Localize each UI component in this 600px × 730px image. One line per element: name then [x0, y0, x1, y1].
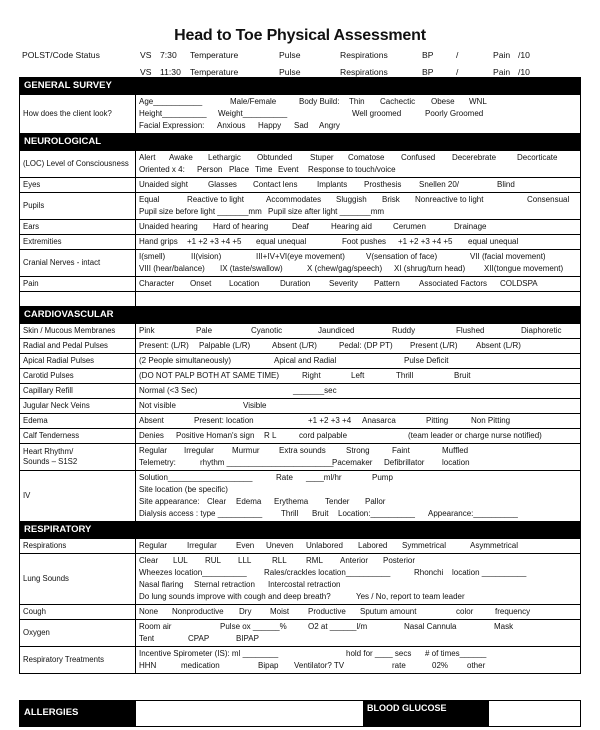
- option-text[interactable]: XII(tongue movement): [484, 264, 564, 273]
- section-respiratory: RESPIRATORY: [20, 522, 581, 539]
- option-text[interactable]: Deaf: [292, 222, 309, 231]
- option-text[interactable]: Absent (L/R): [272, 341, 317, 350]
- row-label: Skin / Mucous Membranes: [20, 324, 136, 339]
- pulse-label[interactable]: Pulse: [279, 67, 301, 77]
- option-text[interactable]: Appearance:__________: [428, 509, 518, 518]
- option-text[interactable]: Decorticate: [517, 153, 558, 162]
- section-general-survey: GENERAL SURVEY: [20, 78, 581, 95]
- option-text[interactable]: Hearing aid: [331, 222, 372, 231]
- option-text[interactable]: Alert: [139, 153, 156, 162]
- option-text[interactable]: Irregular: [184, 446, 214, 455]
- option-text[interactable]: Wheezes location__________: [139, 568, 247, 577]
- option-text[interactable]: Apical and Radial: [274, 356, 337, 365]
- option-text[interactable]: Pattern: [374, 279, 400, 288]
- row-label: Radial and Pedal Pulses: [20, 339, 136, 354]
- option-text[interactable]: Mask: [494, 622, 514, 631]
- capillary-options[interactable]: [136, 384, 581, 399]
- option-text[interactable]: Sluggish: [336, 195, 367, 204]
- option-text[interactable]: Muffled: [442, 446, 469, 455]
- option-text[interactable]: Blind: [497, 180, 515, 189]
- option-text[interactable]: VIII (hear/balance): [139, 264, 205, 273]
- option-text[interactable]: equal unequal: [468, 237, 519, 246]
- option-text[interactable]: None: [139, 607, 159, 616]
- option-text[interactable]: Pacemaker: [332, 458, 373, 467]
- option-text[interactable]: Time: [255, 165, 273, 174]
- option-text[interactable]: Accommodates: [266, 195, 322, 204]
- option-text[interactable]: Nonproductive: [172, 607, 224, 616]
- option-text[interactable]: Anterior: [340, 556, 369, 565]
- option-text[interactable]: Incentive Spirometer (IS): ml ________: [139, 649, 279, 658]
- option-text[interactable]: Defibrillator: [384, 458, 425, 467]
- option-text[interactable]: Left: [351, 371, 365, 380]
- option-text[interactable]: Clear: [207, 497, 227, 506]
- row-label: Cranial Nerves - intact: [20, 250, 136, 277]
- option-text[interactable]: color: [456, 607, 474, 616]
- option-text[interactable]: Solution___________________: [139, 473, 253, 482]
- option-text[interactable]: Strong: [346, 446, 370, 455]
- cough-options[interactable]: [136, 605, 581, 620]
- radial-options[interactable]: [136, 339, 581, 354]
- option-text[interactable]: Unaided sight: [139, 180, 188, 189]
- option-text[interactable]: RML: [306, 556, 323, 565]
- option-text[interactable]: Glasses: [208, 180, 237, 189]
- row-label: Respirations: [20, 539, 136, 554]
- option-text[interactable]: Extra sounds: [279, 446, 326, 455]
- option-text[interactable]: Consensual: [527, 195, 570, 204]
- option-text[interactable]: Snellen 20/: [419, 180, 460, 189]
- option-text[interactable]: Pupil size before light _______mm: [139, 207, 262, 216]
- option-text[interactable]: Contact lens: [253, 180, 298, 189]
- option-text[interactable]: # of times______: [425, 649, 487, 658]
- option-text[interactable]: Pulse ox ______%: [220, 622, 287, 631]
- option-text[interactable]: Hand grips: [139, 237, 178, 246]
- option-text[interactable]: BIPAP: [236, 634, 259, 643]
- option-text[interactable]: Obese: [431, 97, 455, 106]
- form-title: Head to Toe Physical Assessment: [174, 27, 426, 44]
- carotid-options[interactable]: [136, 369, 581, 384]
- option-text[interactable]: Male/Female: [230, 97, 277, 106]
- row-label: Lung Sounds: [20, 554, 136, 605]
- option-text[interactable]: Well groomed: [352, 109, 402, 118]
- option-text[interactable]: location __________: [452, 568, 527, 577]
- option-text[interactable]: rhythm ________________________: [200, 458, 334, 467]
- option-text[interactable]: Stuper: [310, 153, 334, 162]
- option-text[interactable]: Anxious: [217, 121, 246, 130]
- eyes-options[interactable]: [136, 178, 581, 193]
- option-text[interactable]: Site appearance:: [139, 497, 200, 506]
- option-text[interactable]: Ruddy: [392, 326, 416, 335]
- temperature-label[interactable]: Temperature: [190, 50, 239, 60]
- jugular-options[interactable]: [136, 399, 581, 414]
- oxygen-options[interactable]: [136, 620, 581, 647]
- section-cardiovascular: CARDIOVASCULAR: [20, 307, 581, 324]
- option-text[interactable]: RUL: [205, 556, 222, 565]
- option-text[interactable]: Age___________: [139, 97, 203, 106]
- option-text[interactable]: Thrill: [281, 509, 299, 518]
- vs-label: VS: [140, 67, 152, 77]
- option-text[interactable]: 02%: [432, 661, 449, 670]
- option-text[interactable]: Intercostal retraction: [268, 580, 341, 589]
- option-text[interactable]: Facial Expression:: [139, 121, 205, 130]
- option-text[interactable]: Body Build:: [299, 97, 340, 106]
- option-text[interactable]: Do lung sounds improve with cough and deep breath?: [139, 592, 331, 601]
- respirations-label[interactable]: Respirations: [340, 67, 388, 77]
- pain-label[interactable]: Pain: [493, 50, 511, 60]
- option-text[interactable]: Asymmetrical: [470, 541, 519, 550]
- option-text[interactable]: Jaundiced: [318, 326, 355, 335]
- option-text[interactable]: Dialysis access : type __________: [139, 509, 263, 518]
- option-text[interactable]: Pale: [196, 326, 213, 335]
- option-text[interactable]: +1 +2 +3 +4 +5: [187, 237, 242, 246]
- pain-scale: /10: [518, 50, 530, 60]
- option-text[interactable]: Absent (L/R): [476, 341, 521, 350]
- option-text[interactable]: X (chew/gag/speech): [307, 264, 383, 273]
- option-text[interactable]: Oriented x 4:: [139, 165, 185, 174]
- option-text[interactable]: Labored: [358, 541, 388, 550]
- option-text[interactable]: Thin: [349, 97, 365, 106]
- option-text[interactable]: Angry: [319, 121, 340, 130]
- option-text[interactable]: +1 +2 +3 +4: [308, 416, 352, 425]
- option-text[interactable]: Nasal Cannula: [404, 622, 457, 631]
- option-text[interactable]: II(vision): [191, 252, 222, 261]
- row-label: Respiratory Treatments: [20, 647, 136, 674]
- option-text[interactable]: CPAP: [188, 634, 210, 643]
- option-text[interactable]: hold for ____ secs: [346, 649, 412, 658]
- option-text[interactable]: Telemetry:: [139, 458, 176, 467]
- option-text[interactable]: Absent: [139, 416, 164, 425]
- option-text[interactable]: (2 People simultaneously): [139, 356, 232, 365]
- option-text[interactable]: Murmur: [232, 446, 260, 455]
- option-text[interactable]: Implants: [317, 180, 348, 189]
- option-text[interactable]: Rales/crackles location__________: [264, 568, 391, 577]
- option-text[interactable]: other: [467, 661, 486, 670]
- option-text[interactable]: Rate: [276, 473, 293, 482]
- option-text[interactable]: Associated Factors: [419, 279, 488, 288]
- option-text[interactable]: Height__________: [139, 109, 207, 118]
- option-text[interactable]: Non Pitting: [471, 416, 511, 425]
- option-text[interactable]: Duration: [280, 279, 311, 288]
- blank-row[interactable]: [136, 292, 581, 307]
- respirations-label[interactable]: Respirations: [340, 50, 388, 60]
- bp-label[interactable]: BP: [422, 50, 434, 60]
- skin-options[interactable]: [136, 324, 581, 339]
- heart-options[interactable]: [136, 444, 581, 471]
- option-text[interactable]: Diaphoretic: [521, 326, 562, 335]
- code-status-label: POLST/Code Status: [22, 50, 100, 60]
- option-text[interactable]: XI (shrug/turn head): [394, 264, 466, 273]
- option-text[interactable]: Site location (be specific): [139, 485, 228, 494]
- vs-time: 7:30: [160, 50, 177, 60]
- option-text[interactable]: medication: [181, 661, 220, 670]
- option-text[interactable]: Response to touch/voice: [308, 165, 396, 174]
- option-text[interactable]: Cerumen: [393, 222, 426, 231]
- option-text[interactable]: Pink: [139, 326, 155, 335]
- option-text[interactable]: Flushed: [456, 326, 485, 335]
- row-label: Edema: [20, 414, 136, 429]
- calf-options[interactable]: [136, 429, 581, 444]
- option-text[interactable]: IX (taste/swallow): [220, 264, 283, 273]
- option-text[interactable]: Not visible: [139, 401, 176, 410]
- option-text[interactable]: Positive Homan's sign: [176, 431, 255, 440]
- option-text[interactable]: Posterior: [383, 556, 416, 565]
- option-text[interactable]: V(sensation of face): [366, 252, 438, 261]
- option-text[interactable]: Nonreactive to light: [415, 195, 484, 204]
- option-text[interactable]: LLL: [238, 556, 252, 565]
- option-text[interactable]: Uneven: [266, 541, 294, 550]
- option-text[interactable]: III+IV+VI(eye movement): [256, 252, 345, 261]
- edema-options[interactable]: [136, 414, 581, 429]
- option-text[interactable]: Hard of hearing: [213, 222, 269, 231]
- option-text[interactable]: Even: [236, 541, 255, 550]
- option-text[interactable]: Visible: [243, 401, 267, 410]
- option-text[interactable]: Tent: [139, 634, 155, 643]
- option-text[interactable]: Sputum amount: [360, 607, 417, 616]
- option-text[interactable]: Thrill: [396, 371, 414, 380]
- row-label: Jugular Neck Veins: [20, 399, 136, 414]
- row-label: (LOC) Level of Consciousness: [20, 151, 136, 178]
- option-text[interactable]: Pitting: [426, 416, 449, 425]
- option-text[interactable]: (DO NOT PALP BOTH AT SAME TIME): [139, 371, 280, 380]
- row-label: IV: [20, 471, 136, 522]
- option-text[interactable]: location: [442, 458, 470, 467]
- row-label: Cough: [20, 605, 136, 620]
- ears-options[interactable]: [136, 220, 581, 235]
- allergies-row: [19, 700, 581, 727]
- bp-slash: /: [456, 67, 459, 77]
- row-label: Calf Tenderness: [20, 429, 136, 444]
- option-text[interactable]: Event: [278, 165, 299, 174]
- option-text[interactable]: Weight__________: [218, 109, 288, 118]
- option-text[interactable]: Equal: [139, 195, 160, 204]
- option-text[interactable]: Pallor: [365, 497, 386, 506]
- option-text[interactable]: Person: [197, 165, 223, 174]
- option-text[interactable]: Drainage: [454, 222, 487, 231]
- row-label: Carotid Pulses: [20, 369, 136, 384]
- option-text[interactable]: Poorly Groomed: [425, 109, 484, 118]
- option-text[interactable]: Foot pushes: [342, 237, 387, 246]
- option-text[interactable]: rate: [392, 661, 406, 670]
- option-text[interactable]: Awake: [169, 153, 193, 162]
- pain-label[interactable]: Pain: [493, 67, 511, 77]
- option-text[interactable]: Cachectic: [380, 97, 416, 106]
- assessment-table: [19, 77, 581, 674]
- iv-options[interactable]: [136, 471, 581, 522]
- temperature-label[interactable]: Temperature: [190, 67, 239, 77]
- option-text[interactable]: Sternal retraction: [194, 580, 255, 589]
- option-text[interactable]: cord palpable: [299, 431, 348, 440]
- row-label: Ears: [20, 220, 136, 235]
- option-text[interactable]: Severity: [329, 279, 358, 288]
- section-neurological: NEUROLOGICAL: [20, 134, 581, 151]
- row-label: Oxygen: [20, 620, 136, 647]
- blank-label: [20, 292, 136, 307]
- option-text[interactable]: Decerebrate: [452, 153, 497, 162]
- option-text[interactable]: Moist: [270, 607, 290, 616]
- option-text[interactable]: Place: [229, 165, 250, 174]
- option-text[interactable]: Present (L/R): [410, 341, 458, 350]
- row-label: Apical Radial Pulses: [20, 354, 136, 369]
- option-text[interactable]: ____ml/hr: [306, 473, 342, 482]
- option-text[interactable]: Yes / No, report to team leader: [356, 592, 465, 601]
- option-text[interactable]: Unlabored: [306, 541, 343, 550]
- general-survey-options[interactable]: [136, 95, 581, 134]
- option-text[interactable]: Edema: [236, 497, 262, 506]
- option-text[interactable]: equal unequal: [256, 237, 307, 246]
- option-text[interactable]: Room air: [139, 622, 172, 631]
- option-text[interactable]: Pump: [372, 473, 393, 482]
- option-text[interactable]: Bruit: [454, 371, 471, 380]
- option-text[interactable]: Rhonchi: [414, 568, 444, 577]
- treatment-options[interactable]: [136, 647, 581, 674]
- option-text[interactable]: RLL: [272, 556, 287, 565]
- extremities-options[interactable]: [136, 235, 581, 250]
- option-text[interactable]: Comatose: [348, 153, 385, 162]
- option-text[interactable]: Palpable (L/R): [199, 341, 251, 350]
- row-label: Pupils: [20, 193, 136, 220]
- option-text[interactable]: Faint: [392, 446, 410, 455]
- option-text[interactable]: Dry: [239, 607, 252, 616]
- option-text[interactable]: Productive: [308, 607, 346, 616]
- option-text[interactable]: Pulse Deficit: [404, 356, 449, 365]
- apical-options[interactable]: [136, 354, 581, 369]
- pain-scale: /10: [518, 67, 530, 77]
- option-text[interactable]: Nasal flaring: [139, 580, 184, 589]
- vs-label: VS: [140, 50, 152, 60]
- option-text[interactable]: Prosthesis: [364, 180, 402, 189]
- option-text[interactable]: Right: [302, 371, 321, 380]
- option-text[interactable]: Erythema: [274, 497, 309, 506]
- option-text[interactable]: Happy: [258, 121, 282, 130]
- option-text[interactable]: Cyanotic: [251, 326, 283, 335]
- lung-options[interactable]: [136, 554, 581, 605]
- option-text[interactable]: Pedal: (DP PT): [339, 341, 393, 350]
- option-text[interactable]: Anasarca: [362, 416, 396, 425]
- option-text[interactable]: Confused: [401, 153, 436, 162]
- row-label: Heart Rhythm/ Sounds – S1S2: [20, 444, 136, 471]
- option-text[interactable]: Character: [139, 279, 175, 288]
- option-text[interactable]: _______sec: [293, 386, 337, 395]
- option-text[interactable]: Present: location: [194, 416, 254, 425]
- option-text[interactable]: O2 at ______l/m: [308, 622, 368, 631]
- option-text[interactable]: Onset: [190, 279, 212, 288]
- option-text[interactable]: Denies: [139, 431, 164, 440]
- row-label: Extremities: [20, 235, 136, 250]
- vs-time: 11:30: [160, 67, 181, 77]
- option-text[interactable]: Regular: [139, 446, 168, 455]
- option-text[interactable]: HHN: [139, 661, 157, 670]
- option-text[interactable]: Sad: [294, 121, 309, 130]
- row-label: Eyes: [20, 178, 136, 193]
- pupils-options[interactable]: [136, 193, 581, 220]
- option-text[interactable]: R L: [264, 431, 277, 440]
- option-text[interactable]: WNL: [469, 97, 487, 106]
- allergies-label: ALLERGIES: [20, 701, 136, 726]
- option-text[interactable]: LUL: [173, 556, 188, 565]
- blood-glucose-label: BLOOD GLUCOSE: [363, 701, 489, 726]
- option-text[interactable]: Tender: [325, 497, 350, 506]
- option-text[interactable]: +1 +2 +3 +4 +5: [398, 237, 453, 246]
- option-text[interactable]: Regular: [139, 541, 168, 550]
- row-label: Pain: [20, 277, 136, 292]
- pain-options[interactable]: [136, 277, 581, 292]
- option-text[interactable]: I(smell): [139, 252, 166, 261]
- option-text[interactable]: Irregular: [187, 541, 217, 550]
- option-text[interactable]: Normal (<3 Sec): [139, 386, 198, 395]
- option-text[interactable]: COLDSPA: [500, 279, 538, 288]
- option-text[interactable]: Location:__________: [338, 509, 415, 518]
- option-text[interactable]: Obtunded: [257, 153, 293, 162]
- loc-options[interactable]: [136, 151, 581, 178]
- respirations-options[interactable]: [136, 539, 581, 554]
- option-text[interactable]: Bipap: [258, 661, 279, 670]
- option-text[interactable]: Ventilator? TV: [294, 661, 345, 670]
- option-text[interactable]: Unaided hearing: [139, 222, 198, 231]
- option-text[interactable]: Bruit: [312, 509, 329, 518]
- pulse-label[interactable]: Pulse: [279, 50, 301, 60]
- option-text[interactable]: VII (facial movement): [470, 252, 546, 261]
- cranial-options[interactable]: [136, 250, 581, 277]
- option-text[interactable]: frequency: [495, 607, 531, 616]
- option-text[interactable]: Reactive to light: [187, 195, 244, 204]
- option-text[interactable]: Present: (L/R): [139, 341, 189, 350]
- option-text[interactable]: Symmetrical: [402, 541, 447, 550]
- row-label: Capillary Refill: [20, 384, 136, 399]
- option-text[interactable]: Pupil size after light _______mm: [268, 207, 385, 216]
- option-text[interactable]: Clear: [139, 556, 159, 565]
- option-text[interactable]: (team leader or charge nurse notified): [408, 431, 542, 440]
- row-label: How does the client look?: [20, 95, 136, 134]
- option-text[interactable]: Location: [229, 279, 260, 288]
- bp-label[interactable]: BP: [422, 67, 434, 77]
- option-text[interactable]: Lethargic: [208, 153, 241, 162]
- option-text[interactable]: Brisk: [382, 195, 400, 204]
- bp-slash: /: [456, 50, 459, 60]
